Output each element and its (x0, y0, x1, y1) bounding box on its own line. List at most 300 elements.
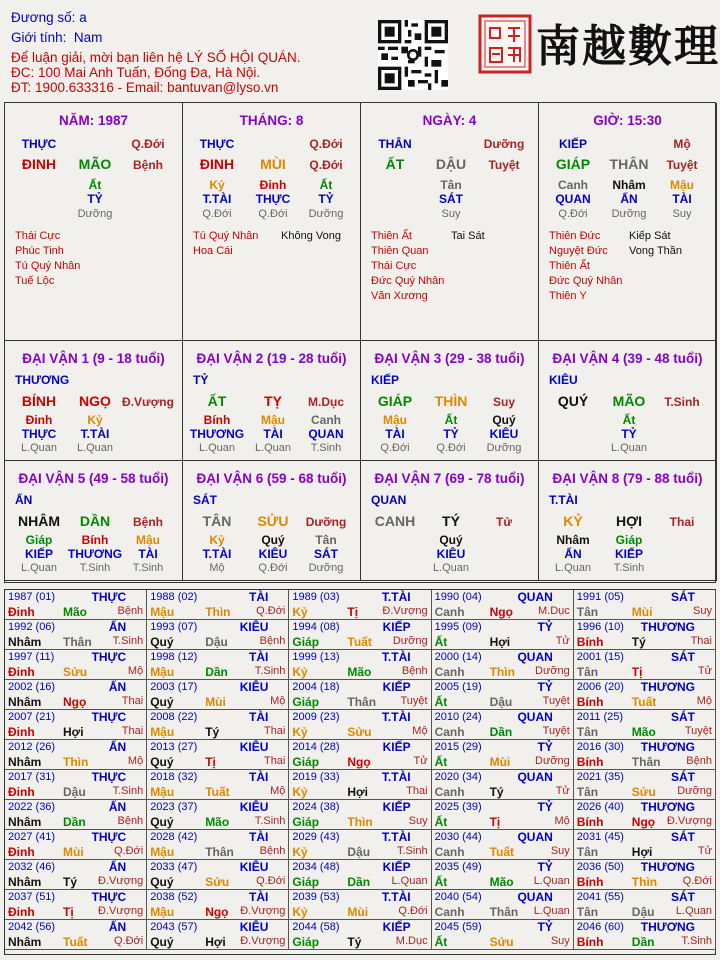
year-star: ẤN (108, 800, 127, 814)
year-star: TÀI (249, 770, 269, 784)
year-chi: Thìn (205, 605, 231, 619)
year-label: 2021 (35) (576, 771, 624, 783)
year-label: 2029 (43) (292, 831, 340, 843)
hidden-can: Ất (444, 413, 458, 427)
year-stage: Tuyệt (542, 725, 570, 737)
hidden-stage: T.Sinh (132, 562, 164, 574)
year-can: Giáp (292, 755, 320, 769)
gender-line (11, 30, 102, 45)
year-star: T.TÀI (381, 830, 411, 844)
year-stage: Q.Đới (113, 845, 144, 857)
hidden-stage: L.Quan (554, 562, 592, 574)
year-chi: Tuất (489, 845, 515, 859)
year-can: Kỷ (292, 785, 308, 799)
hidden-stage: T.Sinh (79, 562, 111, 574)
year-star: KIÊU (239, 740, 269, 754)
hidden-star: TÀI (385, 427, 405, 441)
year-star: SÁT (670, 830, 695, 844)
dai-van-7 (361, 461, 539, 581)
year-label: 2018 (32) (150, 771, 198, 783)
year-cell (147, 860, 289, 890)
dai-van-title: ĐẠI VẬN 2 (19 - 28 tuổi) (196, 351, 347, 366)
year-star: T.TÀI (381, 770, 411, 784)
year-stage: Đ.Vượng (98, 905, 144, 917)
hidden-stage: L.Quan (254, 442, 292, 454)
hidden-stage: Mộ (209, 562, 225, 574)
year-stage: Bệnh (686, 755, 712, 767)
year-label: 1998 (12) (150, 651, 198, 663)
year-cell (574, 860, 716, 890)
spirit-star: Thiên Quan (371, 245, 429, 257)
hidden-stage: Dưỡng (486, 442, 522, 454)
dai-van-stage: Bệnh (133, 515, 163, 529)
dai-van-chi: DẦN (79, 513, 111, 529)
year-chi: Sửu (63, 665, 88, 679)
year-stage: Dưỡng (392, 635, 428, 647)
year-label: 2027 (41) (8, 831, 56, 843)
year-chi: Mão (489, 875, 514, 889)
year-can: Bính (576, 815, 604, 829)
year-label: 2037 (51) (8, 891, 56, 903)
hidden-star: SÁT (314, 547, 338, 561)
year-chi: Tý (63, 875, 78, 889)
year-cell (432, 770, 574, 800)
dai-van-can: GIÁP (377, 393, 413, 409)
year-chi: Dậu (63, 785, 86, 799)
spirit-star: Vong Thần (629, 245, 683, 257)
year-cell (5, 920, 147, 950)
pillar-star-left: KIẾP (558, 137, 588, 151)
dai-van-star: KIÊU (549, 373, 578, 387)
hidden-can: Mậu (670, 178, 694, 192)
year-star: TỶ (537, 680, 553, 694)
year-star: ẤN (108, 920, 127, 934)
year-stage: Tử (413, 755, 428, 767)
pillar-star-right: Q.Đới (131, 137, 165, 151)
header (0, 0, 720, 100)
hidden-stage: T.Sinh (310, 442, 342, 454)
year-cell (574, 590, 716, 620)
dai-van-1 (5, 341, 183, 461)
year-can: Ất (434, 635, 448, 649)
hidden-can: Canh (311, 413, 341, 427)
hidden-stage: L.Quan (76, 442, 114, 454)
year-cell (5, 740, 147, 770)
year-cell (574, 680, 716, 710)
year-cell (574, 770, 716, 800)
year-cell (147, 590, 289, 620)
year-can: Ất (434, 875, 448, 889)
year-label: 2016 (30) (576, 741, 624, 753)
qr-code-icon (378, 20, 448, 90)
pillar-star-left: THỰC (199, 137, 235, 151)
year-chi: Tuất (63, 935, 88, 949)
dai-van-star: THƯƠNG (15, 373, 70, 387)
hidden-can: Giáp (615, 533, 643, 547)
year-stage: Tử (555, 635, 570, 647)
hidden-star: TÀI (263, 427, 283, 441)
year-label: 2005 (19) (434, 681, 482, 693)
contact-line-2: ĐC: 100 Mai Anh Tuấn, Đống Đa, Hà Nội. (11, 65, 261, 80)
year-stage: Dưỡng (677, 785, 712, 797)
year-stage: Mộ (412, 725, 428, 737)
year-stage: Tử (697, 845, 712, 857)
year-cell (289, 830, 431, 860)
year-cell (574, 890, 716, 920)
pillar-can: ĐINH (21, 156, 57, 172)
hidden-stage: Q.Đới (436, 442, 466, 454)
year-chi: Thân (489, 905, 519, 919)
year-star: QUAN (517, 650, 553, 664)
hidden-can: Đinh (25, 413, 53, 427)
year-can: Canh (434, 905, 465, 919)
year-can: Bính (576, 875, 604, 889)
year-chi: Dậu (347, 845, 371, 859)
year-chi: Mão (347, 665, 372, 679)
year-label: 2009 (23) (292, 711, 340, 723)
year-star: THƯƠNG (640, 800, 695, 814)
year-can: Tân (576, 725, 599, 739)
hidden-can: Bính (81, 533, 109, 547)
gender-label: Giới tính: (11, 30, 67, 45)
dai-van-chi: HỢI (616, 513, 642, 529)
year-cell (289, 650, 431, 680)
year-cell (432, 800, 574, 830)
year-can: Nhâm (8, 635, 42, 649)
year-chi: Ngọ (489, 605, 513, 619)
year-stage: T.Sinh (254, 665, 286, 677)
year-cell (574, 740, 716, 770)
year-cell (432, 740, 574, 770)
year-cell (5, 830, 147, 860)
year-can: Quý (150, 935, 174, 949)
hidden-star: T.TÀI (202, 547, 232, 561)
year-star: SÁT (670, 710, 695, 724)
year-cell (289, 740, 431, 770)
year-stage: Mộ (554, 815, 570, 827)
year-chi: Thân (631, 755, 661, 769)
year-star: KIÊU (239, 620, 269, 634)
dai-van-title: ĐẠI VẬN 3 (29 - 38 tuổi) (374, 351, 525, 366)
year-chi: Thân (347, 695, 377, 709)
hidden-star: THỰC (255, 192, 291, 206)
year-stage: L.Quan (391, 875, 428, 887)
year-can: Tân (576, 605, 599, 619)
year-cell (432, 620, 574, 650)
year-star: THƯƠNG (640, 920, 695, 934)
year-chi: Thân (205, 845, 234, 859)
year-star: THƯƠNG (640, 620, 695, 634)
year-can: Quý (150, 875, 174, 889)
year-cell (147, 890, 289, 920)
year-stage: Mộ (696, 695, 712, 707)
year-cell (289, 770, 431, 800)
year-star: TÀI (249, 650, 269, 664)
year-star: TÀI (249, 890, 269, 904)
year-label: 2024 (38) (292, 801, 340, 813)
dai-van-chi: TỴ (264, 393, 282, 409)
year-label: 1987 (01) (8, 591, 56, 603)
year-label: 2020 (34) (434, 771, 482, 783)
hidden-can: Kỷ (87, 413, 103, 427)
year-star: KIẾP (382, 740, 411, 754)
spirit-star: Đức Quý Nhân (549, 275, 623, 287)
year-label: 2012 (26) (8, 741, 56, 753)
year-label: 1992 (06) (8, 621, 56, 633)
year-can: Đinh (8, 665, 35, 679)
year-chi: Tý (489, 785, 504, 799)
year-chi: Ngọ (63, 695, 87, 709)
year-stage: Q.Đới (682, 875, 712, 887)
owner-label: Đương số: (11, 10, 76, 25)
owner-line (11, 10, 87, 25)
year-can: Kỷ (292, 905, 308, 919)
hidden-can: Giáp (25, 533, 53, 547)
dai-van-stage: M.Dục (308, 395, 344, 409)
year-can: Canh (434, 725, 465, 739)
year-cell (432, 650, 574, 680)
year-chi: Tị (205, 755, 216, 769)
year-stage: Đ.Vượng (240, 905, 286, 917)
spirit-star: Thái Cực (15, 230, 61, 242)
year-stage: Tử (555, 785, 570, 797)
year-chi: Dậu (205, 635, 228, 649)
year-can: Kỷ (292, 605, 308, 619)
year-cell (432, 680, 574, 710)
gender-value: Nam (73, 30, 103, 45)
dai-van-star: SÁT (193, 493, 217, 507)
seal-stamp-icon (478, 14, 532, 74)
year-label: 2044 (58) (292, 921, 340, 933)
hidden-stage: T.Sinh (613, 562, 645, 574)
hidden-star: QUAN (555, 192, 591, 206)
spirit-star: Tuế Lộc (15, 275, 55, 287)
year-star: TỶ (537, 740, 553, 754)
hidden-can: Mậu (383, 413, 407, 427)
year-chi: Hợi (489, 635, 511, 649)
pillar-title: GIỜ: 15:30 (593, 113, 662, 128)
year-cell (147, 710, 289, 740)
year-cell (432, 890, 574, 920)
year-cell (5, 590, 147, 620)
year-chi: Tuất (347, 635, 372, 649)
hidden-star: THỰC (21, 427, 57, 441)
year-chi: Thìn (63, 755, 89, 769)
hidden-can: Quý (261, 533, 285, 547)
year-label: 2045 (59) (434, 921, 482, 933)
year-stage: Q.Đới (256, 605, 286, 617)
year-label: 1995 (09) (434, 621, 482, 633)
year-cell (574, 650, 716, 680)
pillar-can: ẤT (385, 156, 405, 172)
dai-van-can: BÍNH (21, 393, 57, 409)
year-chi: Ngọ (347, 755, 371, 769)
year-chi: Tị (631, 665, 643, 679)
year-can: Ất (434, 695, 448, 709)
hidden-star: KIÊU (436, 547, 466, 561)
year-cell (289, 620, 431, 650)
year-can: Giáp (292, 875, 320, 889)
year-can: Giáp (292, 635, 320, 649)
year-label: 2043 (57) (150, 921, 198, 933)
year-stage: Bệnh (259, 635, 286, 647)
year-label: 2023 (37) (150, 801, 198, 813)
year-stage: Suy (693, 605, 712, 617)
year-cell (289, 590, 431, 620)
year-can: Mậu (150, 785, 175, 799)
year-can: Nhâm (8, 935, 42, 949)
hidden-can: Quý (439, 533, 463, 547)
hidden-star: THƯƠNG (189, 427, 245, 441)
pillar-star-left: THÂN (378, 137, 412, 151)
year-can: Giáp (292, 935, 320, 949)
year-label: 2033 (47) (150, 861, 198, 873)
year-label: 2038 (52) (150, 891, 198, 903)
year-table (4, 589, 716, 955)
hidden-stage: L.Quan (20, 442, 58, 454)
year-cell (5, 860, 147, 890)
hidden-stage: Dưỡng (308, 208, 344, 220)
year-chi: Mùi (631, 605, 653, 619)
year-star: T.TÀI (381, 590, 411, 604)
year-stage: Thai (121, 725, 144, 737)
year-stage: T.Sinh (254, 815, 286, 827)
year-can: Mậu (150, 845, 175, 859)
hidden-stage: Q.Đới (202, 208, 232, 220)
year-star: KIẾP (382, 800, 411, 814)
year-label: 2046 (60) (576, 921, 624, 933)
year-star: TÀI (249, 590, 269, 604)
pillar-star-left: THỰC (21, 137, 57, 151)
year-can: Canh (434, 845, 465, 859)
year-star: QUAN (517, 710, 553, 724)
year-label: 2000 (14) (434, 651, 482, 663)
year-star: TÀI (249, 830, 269, 844)
year-chi: Mùi (63, 845, 84, 859)
dai-van-title: ĐẠI VẬN 8 (79 - 88 tuổi) (552, 471, 703, 486)
year-star: ẤN (108, 740, 127, 754)
year-star: T.TÀI (381, 650, 411, 664)
dai-van-4 (539, 341, 717, 461)
year-can: Quý (150, 695, 174, 709)
year-cell (289, 710, 431, 740)
year-can: Tân (576, 785, 599, 799)
year-can: Đinh (8, 725, 35, 739)
hidden-can: Ất (622, 413, 636, 427)
brand-title: 南越數理 (536, 21, 720, 72)
dai-van-5 (5, 461, 183, 581)
owner-value: a (79, 10, 87, 25)
year-label: 2034 (48) (292, 861, 340, 873)
year-star: SÁT (670, 590, 695, 604)
year-star: KIÊU (239, 680, 269, 694)
year-label: 2032 (46) (8, 861, 56, 873)
year-chi: Hợi (347, 785, 368, 799)
year-label: 2022 (36) (8, 801, 56, 813)
dai-van-star: KIẾP (371, 373, 400, 387)
year-label: 2026 (40) (576, 801, 624, 813)
hidden-star: KIẾP (24, 547, 54, 561)
dai-van-title: ĐẠI VẬN 7 (69 - 78 tuổi) (374, 471, 525, 486)
year-cell (432, 920, 574, 950)
year-stage: Q.Đới (256, 875, 286, 887)
year-star: ẤN (108, 620, 127, 634)
year-star: QUAN (517, 890, 553, 904)
year-star: TÀI (249, 710, 269, 724)
year-cell (147, 680, 289, 710)
year-label: 2042 (56) (8, 921, 56, 933)
spirit-star: Không Vong (281, 230, 341, 242)
year-can: Mậu (150, 665, 175, 679)
year-cell (147, 830, 289, 860)
year-cell (5, 620, 147, 650)
year-can: Canh (434, 605, 465, 619)
dai-van-title: ĐẠI VẬN 6 (59 - 68 tuổi) (196, 471, 347, 486)
year-can: Tân (576, 665, 599, 679)
year-stage: Dưỡng (535, 665, 570, 677)
pillar-stage: Bệnh (133, 158, 163, 172)
year-label: 1993 (07) (150, 621, 198, 633)
year-star: THƯƠNG (640, 740, 695, 754)
pillar-title: NGÀY: 4 (422, 113, 477, 128)
hidden-star: ẤN (564, 547, 582, 561)
year-stage: T.Sinh (112, 785, 144, 797)
year-cell (432, 710, 574, 740)
year-stage: M.Dục (538, 605, 570, 617)
pillar-star-right: Dưỡng (483, 137, 525, 151)
year-can: Canh (434, 665, 465, 679)
year-chi: Hợi (63, 725, 84, 739)
year-cell (574, 830, 716, 860)
year-label: 2006 (20) (576, 681, 624, 693)
year-label: 1994 (08) (292, 621, 340, 633)
hidden-can: Tân (315, 533, 337, 547)
year-can: Bính (576, 695, 604, 709)
year-chi: Dần (63, 815, 86, 829)
pillar-star-right: Mộ (673, 137, 691, 151)
year-can: Giáp (292, 815, 320, 829)
year-can: Bính (576, 755, 604, 769)
dai-van-chi: SỬU (257, 513, 289, 529)
year-stage: Thai (263, 725, 286, 737)
year-label: 2030 (44) (434, 831, 482, 843)
hidden-can: Mậu (261, 413, 285, 427)
hidden-star: KIÊU (258, 547, 288, 561)
dai-van-can: QUÝ (557, 393, 589, 409)
year-chi: Dậu (631, 905, 655, 919)
year-can: Đinh (8, 605, 35, 619)
year-label: 2025 (39) (434, 801, 482, 813)
year-can: Quý (150, 755, 174, 769)
year-label: 1991 (05) (576, 591, 624, 603)
spirit-star: Tai Sát (451, 230, 485, 242)
year-label: 2002 (16) (8, 681, 56, 693)
year-label: 2015 (29) (434, 741, 482, 753)
year-stage: M.Dục (395, 935, 428, 947)
year-stage: Bệnh (259, 845, 286, 857)
hidden-star: QUAN (308, 427, 344, 441)
hidden-stage: L.Quan (20, 562, 58, 574)
year-chi: Tị (63, 905, 74, 919)
year-star: SÁT (670, 890, 695, 904)
year-chi: Thìn (631, 875, 658, 889)
hidden-can: Đinh (259, 178, 287, 192)
hidden-stage: Q.Đới (258, 562, 288, 574)
year-cell (289, 800, 431, 830)
hidden-stage: Dưỡng (611, 208, 647, 220)
year-stage: Q.Đới (113, 935, 144, 947)
hidden-can: Canh (558, 178, 588, 192)
